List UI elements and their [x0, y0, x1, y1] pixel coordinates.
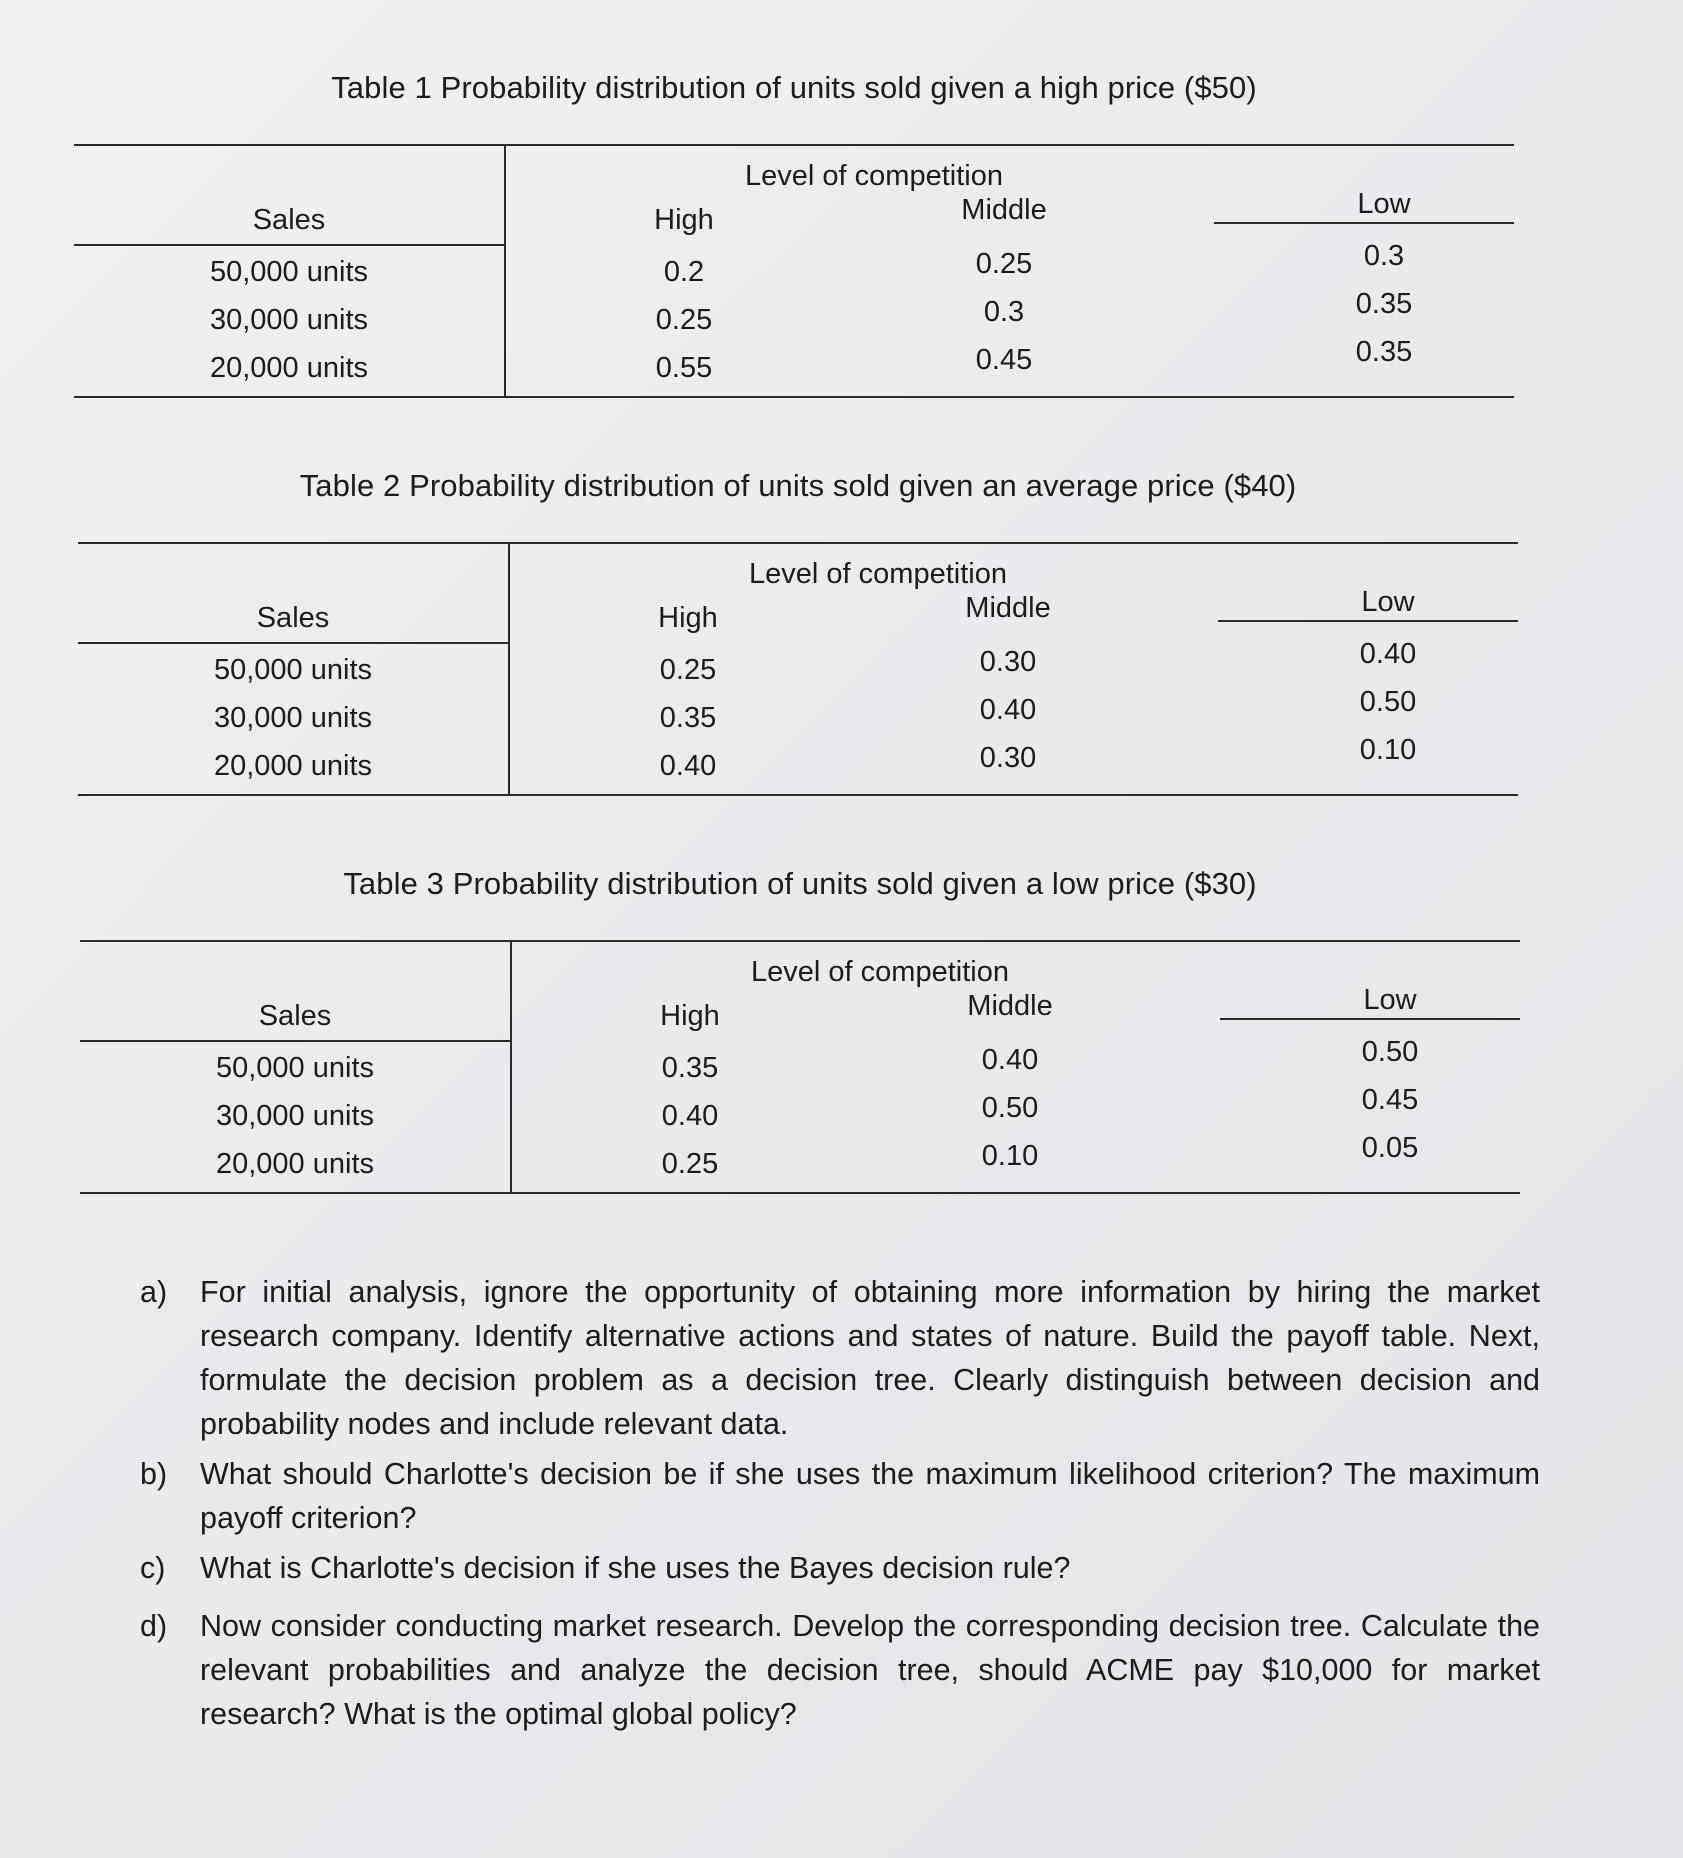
header-rule: [80, 1040, 510, 1042]
col-header-high: High: [660, 1000, 720, 1032]
column-divider: [508, 544, 510, 794]
question-text: What should Charlotte's decision be if she uses the maximum likelihood criterion? The maximum payoff criterion?: [200, 1457, 1540, 1535]
table-title: Table 3 Probability distribution of units sold given a low price ($30): [343, 866, 1257, 901]
table-cell: 0.50: [1361, 1036, 1419, 1068]
table-cell: 0.05: [1361, 1132, 1419, 1164]
sales-header: Sales: [256, 602, 330, 634]
table-cell: 0.35: [1355, 288, 1413, 320]
table-1: [74, 70, 1514, 398]
probability-table: [74, 144, 1514, 398]
table-cell: 0.25: [659, 654, 717, 686]
question-item: [140, 1452, 1540, 1540]
table-cell: 0.25: [661, 1148, 719, 1180]
row-label: 20,000 units: [213, 750, 372, 782]
header-rule: [1220, 1018, 1520, 1020]
table-cell: 0.10: [1359, 734, 1417, 766]
table-cell: 0.40: [661, 1100, 719, 1132]
col-header-middle: Middle: [967, 990, 1053, 1022]
column-divider: [510, 942, 512, 1192]
table-cell: 0.2: [663, 256, 705, 288]
question-label: a): [140, 1275, 168, 1309]
table-cell: 0.40: [981, 1044, 1039, 1076]
question-text: For initial analysis, ignore the opportunity of obtaining more information by hiring the market research company. Identify alternative actions and states of nature. Build the payoff table. Next, formulate the decision problem as a decision tree. Clearly distinguish between decision and probability nodes and include relevant data.: [200, 1275, 1540, 1441]
table-cell: 0.35: [1355, 336, 1413, 368]
sales-header: Sales: [258, 1000, 332, 1032]
table-title: Table 1 Probability distribution of units sold given a high price ($50): [331, 70, 1257, 105]
row-label: 20,000 units: [215, 1148, 374, 1180]
probability-table: [78, 542, 1518, 796]
table-cell: 0.50: [981, 1092, 1039, 1124]
competition-header: Level of competition: [749, 558, 1007, 590]
col-header-high: High: [654, 204, 714, 236]
question-list: [140, 1270, 1540, 1742]
row-label: 30,000 units: [215, 1100, 374, 1132]
competition-header: Level of competition: [745, 160, 1003, 192]
table-cell: 0.40: [979, 694, 1037, 726]
table-cell: 0.3: [1363, 240, 1405, 272]
question-text: Now consider conducting market research. Develop the corresponding decision tree. Calculate the relevant probabilities and analyze the decision tree, should ACME pay $10,000 for market research? What is the optimal global policy?: [200, 1609, 1540, 1731]
table-cell: 0.25: [975, 248, 1033, 280]
question-label: b): [140, 1457, 168, 1491]
row-label: 30,000 units: [209, 304, 368, 336]
table-cell: 0.3: [983, 296, 1025, 328]
row-label: 50,000 units: [215, 1052, 374, 1084]
table-cell: 0.35: [661, 1052, 719, 1084]
row-label: 50,000 units: [209, 256, 368, 288]
table-cell: 0.45: [975, 344, 1033, 376]
table-cell: 0.25: [655, 304, 713, 336]
question-label: d): [140, 1609, 168, 1643]
header-rule: [78, 642, 508, 644]
header-rule: [74, 244, 504, 246]
header-rule: [1218, 620, 1518, 622]
competition-header: Level of competition: [751, 956, 1009, 988]
question-item: [140, 1546, 1540, 1590]
row-label: 50,000 units: [213, 654, 372, 686]
row-label: 30,000 units: [213, 702, 372, 734]
col-header-high: High: [658, 602, 718, 634]
table-cell: 0.40: [1359, 638, 1417, 670]
col-header-low: Low: [1363, 984, 1417, 1016]
table-title: Table 2 Probability distribution of units sold given an average price ($40): [299, 468, 1297, 503]
table-3: [80, 866, 1520, 1194]
table-cell: 0.40: [659, 750, 717, 782]
col-header-low: Low: [1361, 586, 1415, 618]
table-cell: 0.35: [659, 702, 717, 734]
table-cell: 0.50: [1359, 686, 1417, 718]
question-item: [140, 1270, 1540, 1446]
table-cell: 0.45: [1361, 1084, 1419, 1116]
col-header-middle: Middle: [961, 194, 1047, 226]
header-rule: [1214, 222, 1514, 224]
table-cell: 0.10: [981, 1140, 1039, 1172]
table-2: [78, 468, 1518, 796]
col-header-middle: Middle: [965, 592, 1051, 624]
table-cell: 0.55: [655, 352, 713, 384]
question-label: c): [140, 1551, 166, 1585]
table-cell: 0.30: [979, 742, 1037, 774]
row-label: 20,000 units: [209, 352, 368, 384]
col-header-low: Low: [1357, 188, 1411, 220]
column-divider: [504, 146, 506, 396]
question-text: What is Charlotte's decision if she uses the Bayes decision rule?: [200, 1551, 1071, 1585]
table-cell: 0.30: [979, 646, 1037, 678]
probability-table: [80, 940, 1520, 1194]
sales-header: Sales: [252, 204, 326, 236]
question-item: [140, 1604, 1540, 1736]
